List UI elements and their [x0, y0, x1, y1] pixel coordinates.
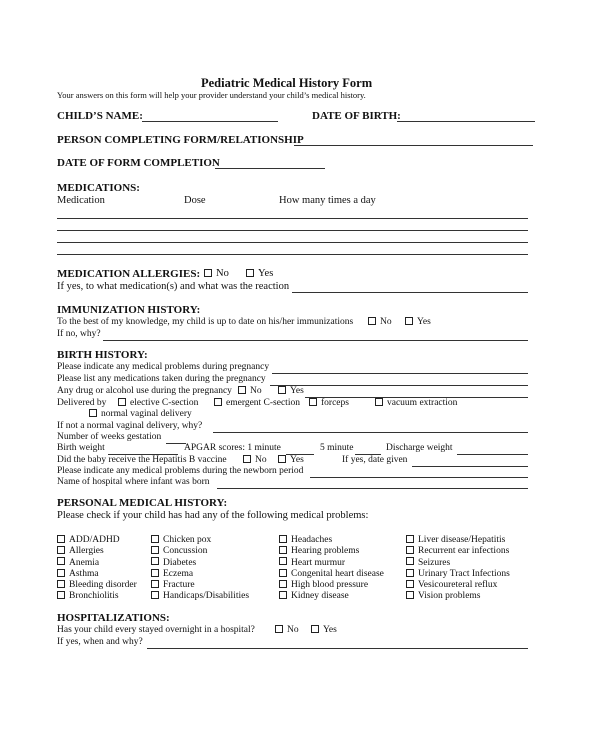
elective-c-section-option[interactable]: [118, 398, 198, 408]
medications-heading: MEDICATIONS:: [57, 182, 140, 194]
condition-item[interactable]: [57, 535, 137, 546]
hep-b-label: Did the baby receive the Hepatitis B vaccine: [57, 455, 227, 465]
checkbox-icon[interactable]: [151, 580, 159, 588]
condition-item[interactable]: [406, 558, 510, 569]
checkbox-icon[interactable]: [368, 317, 376, 325]
checkbox-icon[interactable]: [246, 269, 254, 277]
normal-vaginal-delivery-option[interactable]: [89, 409, 192, 419]
checkbox-icon[interactable]: [57, 535, 65, 543]
immunization-statement: To the best of my knowledge, my child is up to date on his/her immunizations: [57, 317, 354, 327]
allergies-followup-field[interactable]: [292, 282, 528, 293]
birth-history-heading: BIRTH HISTORY:: [57, 349, 148, 361]
delivery-why-label: If not a normal vaginal delivery, why?: [57, 421, 203, 431]
checkbox-icon[interactable]: [279, 580, 287, 588]
drugs-yes-label: Yes: [290, 386, 304, 396]
condition-item[interactable]: [406, 580, 510, 591]
checkbox-icon[interactable]: [311, 625, 319, 633]
condition-item[interactable]: [279, 558, 384, 569]
checkbox-icon[interactable]: [238, 386, 246, 394]
drugs-no-label: No: [250, 386, 262, 396]
personal-history-heading: PERSONAL MEDICAL HISTORY:: [57, 497, 228, 509]
condition-item[interactable]: [57, 569, 137, 580]
condition-item[interactable]: [151, 591, 249, 602]
checkbox-icon[interactable]: [406, 591, 414, 599]
condition-item[interactable]: [406, 546, 510, 557]
checkbox-icon[interactable]: [405, 317, 413, 325]
condition-label: Fracture: [163, 580, 195, 591]
checkbox-icon[interactable]: [406, 580, 414, 588]
birth-weight-label: Birth weight: [57, 443, 105, 453]
checkbox-icon[interactable]: [57, 546, 65, 554]
hospitalizations-heading: HOSPITALIZATIONS:: [57, 612, 170, 624]
newborn-problems-label: Please indicate any medical problems during the newborn period: [57, 466, 304, 476]
drugs-no-option[interactable]: [238, 386, 262, 396]
condition-item[interactable]: [151, 569, 249, 580]
checkbox-icon[interactable]: [279, 535, 287, 543]
hospitalization-question: Has your child every stayed overnight in a hospital?: [57, 625, 255, 635]
pregnancy-problems-label: Please indicate any medical problems during pregnancy: [57, 362, 270, 372]
history-column-2: [151, 535, 249, 603]
personal-history-instruction: Please check if your child has had any of the following medical problems:: [57, 510, 369, 521]
condition-item[interactable]: [151, 558, 249, 569]
checkbox-icon[interactable]: [151, 591, 159, 599]
allergies-no-option[interactable]: [204, 268, 229, 279]
condition-label: Headaches: [291, 535, 333, 545]
checkbox-icon[interactable]: [118, 398, 126, 406]
allergies-no-label: No: [216, 268, 229, 279]
checkbox-icon[interactable]: [406, 557, 414, 565]
hep-b-date-label: If yes, date given: [342, 455, 408, 465]
condition-item[interactable]: [151, 546, 249, 557]
times-per-day-column-label: How many times a day: [279, 195, 376, 206]
checkbox-icon[interactable]: [89, 409, 97, 417]
date-completion-field[interactable]: [215, 158, 325, 169]
condition-label: Congenital heart disease: [291, 568, 384, 579]
child-name-field[interactable]: [142, 111, 278, 122]
condition-label: Bronchiolitis: [69, 591, 119, 602]
immunization-followup-field[interactable]: [103, 330, 528, 341]
emergent-c-section-label: emergent C-section: [226, 398, 300, 408]
checkbox-icon[interactable]: [151, 546, 159, 554]
checkbox-icon[interactable]: [57, 591, 65, 599]
drugs-field[interactable]: [305, 387, 528, 398]
allergies-yes-option[interactable]: [246, 268, 273, 279]
condition-label: Heart murmur: [291, 557, 346, 568]
child-name-label: CHILD’S NAME:: [57, 110, 143, 122]
checkbox-icon[interactable]: [406, 569, 414, 577]
condition-label: Kidney disease: [291, 591, 349, 602]
immunization-yes-label: Yes: [417, 317, 431, 327]
hep-b-no-label: No: [255, 455, 267, 465]
hep-b-yes-option[interactable]: [278, 455, 304, 465]
condition-label: Handicaps/Disabilities: [163, 591, 250, 602]
medication-line[interactable]: [57, 220, 528, 231]
checkbox-icon[interactable]: [204, 269, 212, 277]
medication-line[interactable]: [57, 244, 528, 255]
allergies-heading: MEDICATION ALLERGIES:: [57, 268, 201, 280]
condition-label: Asthma: [69, 568, 99, 579]
checkbox-icon[interactable]: [279, 591, 287, 599]
pregnancy-drugs-label: Any drug or alcohol use during the pregnancy: [57, 386, 232, 396]
allergies-followup-label: If yes, to what medication(s) and what was the reaction: [57, 281, 290, 292]
condition-item[interactable]: [406, 569, 510, 580]
checkbox-icon[interactable]: [279, 569, 287, 577]
condition-item[interactable]: [57, 580, 137, 591]
newborn-problems-field[interactable]: [310, 467, 528, 478]
condition-label: Chicken pox: [163, 535, 212, 545]
checkbox-icon[interactable]: [279, 546, 287, 554]
weeks-gestation-field[interactable]: [166, 433, 186, 444]
forceps-label: forceps: [321, 398, 349, 408]
apgar-1-minute-field[interactable]: [286, 444, 314, 455]
condition-label: ADD/ADHD: [69, 535, 120, 545]
normal-vaginal-delivery-label: normal vaginal delivery: [101, 409, 192, 419]
immunization-followup-label: If no, why?: [57, 329, 101, 339]
delivered-by-label: Delivered by: [57, 398, 107, 408]
apgar-5-minute-label: 5 minute: [320, 443, 354, 453]
medication-line[interactable]: [57, 232, 528, 243]
condition-item[interactable]: [406, 535, 510, 546]
condition-label: Anemia: [69, 557, 100, 568]
condition-label: Liver disease/Hepatitis: [418, 535, 506, 545]
medication-column-label: Medication: [57, 195, 105, 206]
allergies-yes-label: Yes: [258, 268, 274, 279]
pregnancy-meds-label: Please list any medications taken during the pregnancy: [57, 374, 266, 384]
pregnancy-problems-field[interactable]: [272, 363, 528, 374]
discharge-weight-field[interactable]: [457, 444, 528, 455]
condition-item[interactable]: [57, 546, 137, 557]
condition-label: Eczema: [163, 568, 194, 579]
hospital-born-field[interactable]: [217, 478, 528, 489]
condition-item[interactable]: [279, 569, 384, 580]
hospitalization-no-option[interactable]: [275, 625, 299, 635]
condition-item[interactable]: [57, 558, 137, 569]
elective-c-section-label: elective C-section: [130, 398, 199, 408]
hep-b-no-option[interactable]: [243, 455, 267, 465]
immunization-no-label: No: [380, 317, 392, 327]
dob-field[interactable]: [397, 111, 535, 122]
immunization-no-option[interactable]: [368, 317, 392, 327]
checkbox-icon[interactable]: [57, 557, 65, 565]
condition-item[interactable]: [279, 546, 384, 557]
condition-label: Vesicoureteral reflux: [418, 580, 498, 591]
hep-b-date-field[interactable]: [412, 456, 528, 467]
emergent-c-section-option[interactable]: [214, 398, 300, 408]
checkbox-icon[interactable]: [309, 398, 317, 406]
dob-label: DATE OF BIRTH:: [312, 110, 401, 122]
condition-label: High blood pressure: [291, 580, 369, 591]
condition-item[interactable]: [279, 580, 384, 591]
apgar-5-minute-field[interactable]: [355, 444, 381, 455]
history-column-4: [406, 535, 510, 603]
immunization-heading: IMMUNIZATION HISTORY:: [57, 304, 201, 316]
hospitalization-yes-option[interactable]: [311, 625, 337, 635]
weeks-gestation-label: Number of weeks gestation: [57, 432, 162, 442]
condition-label: Concussion: [163, 546, 208, 557]
condition-item[interactable]: [279, 535, 384, 546]
condition-label: Recurrent ear infections: [418, 546, 510, 557]
immunization-yes-option[interactable]: [405, 317, 431, 327]
checkbox-icon[interactable]: [151, 557, 159, 565]
checkbox-icon[interactable]: [243, 455, 251, 463]
condition-label: Seizures: [418, 557, 451, 568]
birth-weight-field[interactable]: [108, 444, 178, 455]
hospital-born-label: Name of hospital where infant was born: [57, 477, 210, 487]
hospitalization-followup-label: If yes, when and why?: [57, 637, 143, 647]
apgar-1-minute-label: APGAR scores: 1 minute: [184, 443, 281, 453]
condition-item[interactable]: [151, 535, 249, 546]
hospitalization-no-label: No: [287, 625, 299, 635]
checkbox-icon[interactable]: [275, 625, 283, 633]
condition-item[interactable]: [279, 591, 384, 602]
person-completing-field[interactable]: [294, 135, 533, 146]
discharge-weight-label: Discharge weight: [386, 443, 453, 453]
intro-text: Your answers on this form will help your provider understand your child’s medical history.: [57, 90, 366, 100]
condition-item[interactable]: [151, 580, 249, 591]
medication-line[interactable]: [57, 208, 528, 219]
form-title: Pediatric Medical History Form: [201, 76, 373, 90]
checkbox-icon[interactable]: [278, 455, 286, 463]
person-completing-label: PERSON COMPLETING FORM/RELATIONSHIP: [57, 134, 304, 146]
drugs-yes-option[interactable]: [278, 386, 304, 396]
condition-label: Urinary Tract Infections: [418, 568, 510, 579]
vacuum-extraction-label: vacuum extraction: [387, 398, 458, 408]
checkbox-icon[interactable]: [57, 580, 65, 588]
history-column-1: [57, 535, 137, 603]
pregnancy-meds-field[interactable]: [270, 375, 528, 386]
delivery-why-field[interactable]: [213, 422, 528, 433]
checkbox-icon[interactable]: [151, 535, 159, 543]
checkbox-icon[interactable]: [57, 569, 65, 577]
hospitalization-followup-field[interactable]: [147, 638, 528, 649]
checkbox-icon[interactable]: [278, 386, 286, 394]
checkbox-icon[interactable]: [214, 398, 222, 406]
vacuum-extraction-option[interactable]: [375, 398, 457, 408]
condition-label: Bleeding disorder: [69, 580, 137, 591]
hep-b-yes-label: Yes: [290, 455, 304, 465]
condition-item[interactable]: [57, 591, 137, 602]
checkbox-icon[interactable]: [279, 557, 287, 565]
hospitalization-yes-label: Yes: [323, 625, 337, 635]
condition-label: Diabetes: [163, 557, 197, 568]
checkbox-icon[interactable]: [406, 535, 414, 543]
forceps-option[interactable]: [309, 398, 349, 408]
date-completion-label: DATE OF FORM COMPLETION: [57, 157, 220, 169]
checkbox-icon[interactable]: [151, 569, 159, 577]
condition-label: Hearing problems: [291, 546, 360, 557]
condition-item[interactable]: [406, 591, 510, 602]
dose-column-label: Dose: [184, 195, 206, 206]
history-column-3: [279, 535, 384, 603]
condition-label: Allergies: [69, 546, 104, 557]
checkbox-icon[interactable]: [375, 398, 383, 406]
checkbox-icon[interactable]: [406, 546, 414, 554]
condition-label: Vision problems: [418, 591, 481, 602]
